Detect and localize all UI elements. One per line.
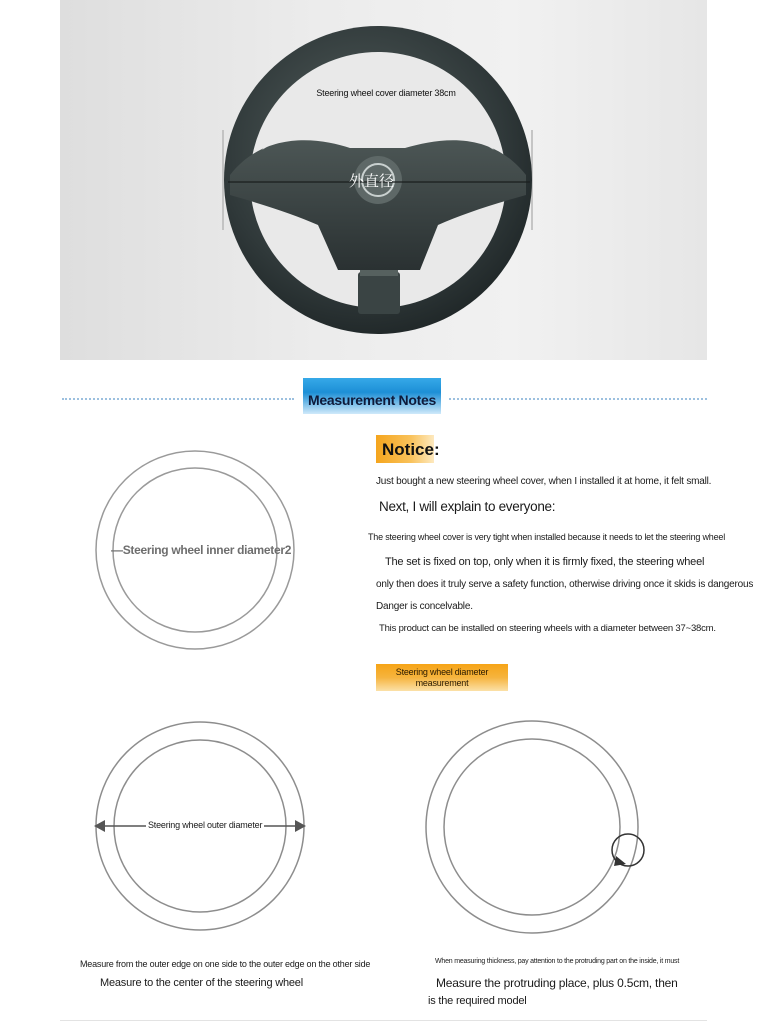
- notice-line-4: The set is fixed on top, only when it is firmly fixed, the steering wheel: [385, 556, 705, 568]
- notice-line-3: The steering wheel cover is very tight when installed because it needs to let the steering wheel: [368, 532, 726, 542]
- notice-line-1: Just bought a new steering wheel cover, when I installed it at home, it felt small.: [376, 476, 712, 487]
- notice-line-2: Next, I will explain to everyone:: [379, 499, 556, 514]
- measurement-tag-line2: measurement: [415, 678, 469, 688]
- notice-line-5: only then does it truly serve a safety function, otherwise driving once it skids is dangerous: [376, 579, 754, 590]
- divider-left: [62, 398, 294, 400]
- thickness-caption-1: When measuring thickness, pay attention to the protruding part on the inside, it must: [435, 958, 680, 965]
- thickness-caption-3: is the required model: [428, 995, 527, 1007]
- notice-line-6: Danger is concelvable.: [376, 601, 473, 612]
- thickness-caption-2: Measure the protruding place, plus 0.5cm, then: [436, 976, 678, 990]
- measurement-tag-line1: Steering wheel diameter: [395, 667, 489, 677]
- thickness-diagram: [420, 712, 670, 952]
- hub-label: 外直径: [349, 172, 395, 190]
- inner-diameter-label: —Steering wheel inner diameter2: [111, 543, 292, 557]
- section-title: Measurement Notes: [308, 392, 436, 408]
- product-photo: [60, 0, 707, 360]
- section-banner: [303, 378, 441, 414]
- outer-diameter-label: Steering wheel outer diameter: [148, 820, 263, 830]
- outer-diameter-diagram: [88, 708, 313, 948]
- divider-right: [449, 398, 707, 400]
- diameter-caption: Steering wheel cover diameter 38cm: [316, 88, 456, 98]
- notice-line-7: This product can be installed on steering wheels with a diameter between 37~38cm.: [379, 623, 716, 634]
- outer-caption-2: Measure to the center of the steering wheel: [100, 977, 303, 989]
- inner-diameter-diagram: [95, 440, 295, 665]
- outer-caption-1: Measure from the outer edge on one side to the outer edge on the other side: [80, 959, 371, 969]
- bottom-divider: [60, 1020, 707, 1021]
- notice-tag: [376, 435, 440, 463]
- measurement-tag: [376, 664, 508, 691]
- notice-title: Notice:: [382, 440, 440, 459]
